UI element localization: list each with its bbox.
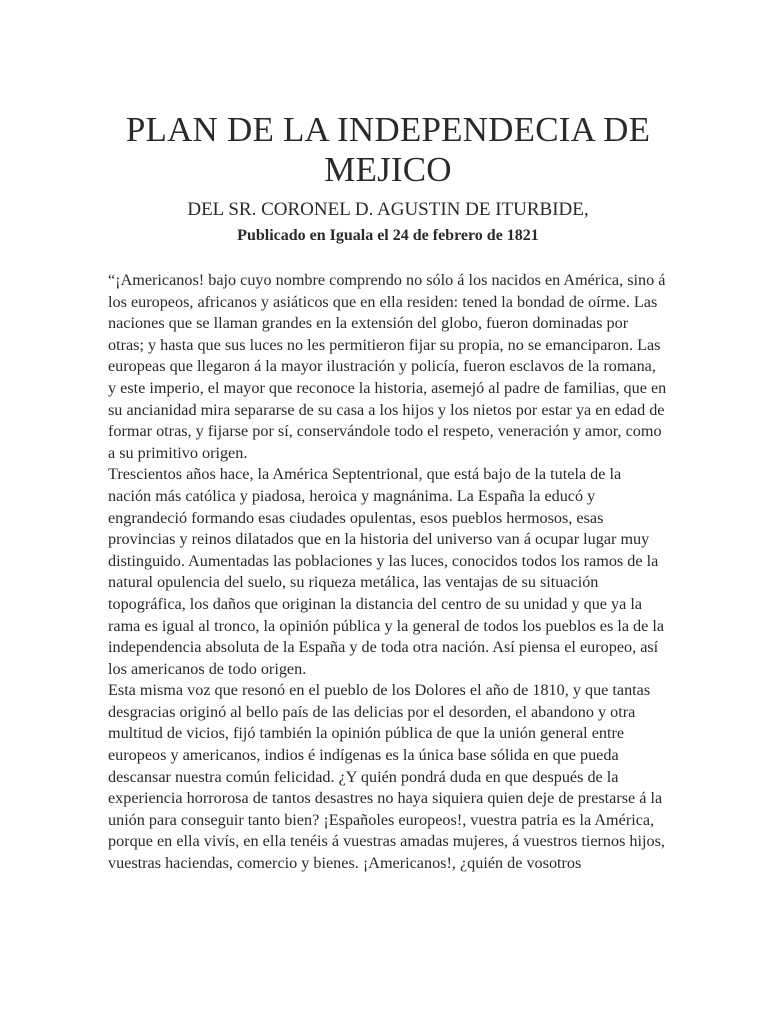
document-subtitle: DEL SR. CORONEL D. AGUSTIN DE ITURBIDE,	[187, 199, 589, 220]
publication-line: Publicado en Iguala el 24 de febrero de 1821	[237, 227, 539, 244]
paragraph-1: “¡Americanos! bajo cuyo nombre comprendo no sólo á los nacidos en América, sino á los europeos, africanos y asiáticos que en ella residen: tened la bondad de oírme. Las naciones que se llaman grandes en la extensión del globo, fueron dominadas por otras; y hasta que sus luces no les permitieron fijar su propia, no se emanciparon. Las europeas que llegaron á la mayor ilustración y policía, fueron esclavos de la romana, y este imperio, el mayor que reconoce la historia, asemejó al padre de familias, que en su ancianidad mira separarse de su casa a los hijos y los nietos por estar ya en edad de formar otras, y fijarse por sí, conservándole todo el respeto, veneración y amor, como a su primitivo origen.	[108, 271, 667, 462]
document-title: PLAN DE LA INDEPENDECIA DE MEJICO	[125, 110, 651, 189]
paragraph-3: Esta misma voz que resonó en el pueblo de los Dolores el año de 1810, y que tantas desgracias originó al bello país de las delicias por el desorden, el abandono y otra multitud de vicios, fijó también la opinión pública de que la unión general entre europeos y americanos, indios é indígenas es la única base sólida en que pueda descansar nuestra común felicidad. ¿Y quién pondrá duda en que después de la experiencia horrorosa de tantos desastres no haya siquiera quien deje de prestarse á la unión para conseguir tanto bien? ¡Españoles europeos!, vuestra patria es la América, porque en ella vivís, en ella tenéis á vuestras amadas mujeres, á vuestros tiernos hijos, vuestras haciendas, comercio y bienes. ¡Americanos!, ¿quién de vosotros	[108, 681, 665, 873]
paragraph-2: Trescientos años hace, la América Septentrional, que está bajo de la tutela de la nación más católica y piadosa, heroica y magnánima. La España la educó y engrandeció formando esas ciudades opulentas, esos pueblos hermosos, esas provincias y reinos dilatados que en la historia del universo van á ocupar lugar muy distinguido. Aumentadas las poblaciones y las luces, conocidos todos los ramos de la natural opulencia del suelo, su riqueza metálica, las ventajas de su situación topográfica, los daños que originan la distancia del centro de su unidad y que ya la rama es igual al tronco, la opinión pública y la general de todos los pueblos es la de la independencia absoluta de la España y de toda otra nación. Así piensa el europeo, así los americanos de todo origen.	[108, 465, 665, 678]
document-body	[108, 270, 668, 875]
